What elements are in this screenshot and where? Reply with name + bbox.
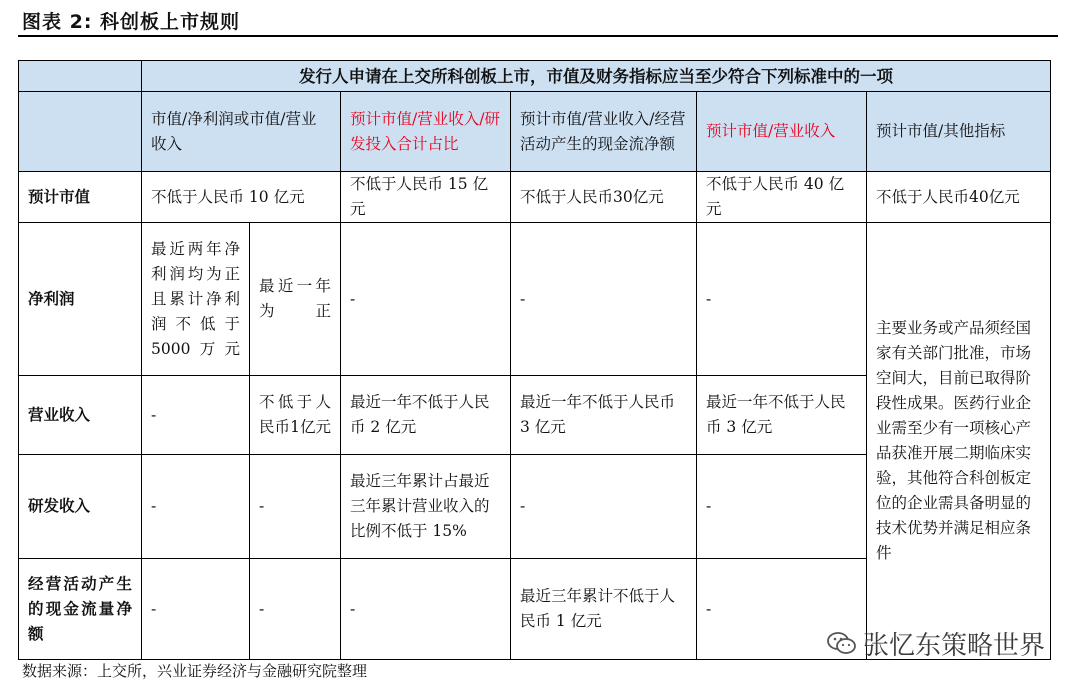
row-label-market-cap: 预计市值 xyxy=(19,172,142,223)
cell-revenue-1a: - xyxy=(142,376,250,455)
cell-rd-1b: - xyxy=(250,455,341,559)
super-header: 发行人申请在上交所科创板上市，市值及财务指标应当至少符合下列标准中的一项 xyxy=(142,61,1051,92)
cell-market-cap-3: 不低于人民币30亿元 xyxy=(511,172,697,223)
col-header-3: 预计市值/营业收入/经营活动产生的现金流净额 xyxy=(511,92,697,172)
cell-market-cap-2: 不低于人民币 15 亿元 xyxy=(341,172,511,223)
cell-other-indicator: 主要业务或产品须经国家有关部门批准，市场空间大，目前已取得阶段性成果。医药行业企业需至少有一项核心产品获准开展二期临床实验，其他符合科创板定位的企业需具备明显的技术优势并满足相应条件 xyxy=(867,223,1051,660)
cell-revenue-2: 最近一年不低于人民币 2 亿元 xyxy=(341,376,511,455)
cell-revenue-4: 最近一年不低于人民币 3 亿元 xyxy=(697,376,867,455)
corner-cell-2 xyxy=(19,92,142,172)
cell-net-profit-2: - xyxy=(341,223,511,376)
cell-market-cap-5: 不低于人民币40亿元 xyxy=(867,172,1051,223)
cell-rd-3: - xyxy=(511,455,697,559)
wechat-icon xyxy=(827,631,857,657)
corner-cell xyxy=(19,61,142,92)
cell-cashflow-3: 最近三年累计不低于人民币 1 亿元 xyxy=(511,559,697,660)
col-header-1: 市值/净利润或市值/营业收入 xyxy=(142,92,341,172)
watermark-text: 张忆东策略世界 xyxy=(863,631,1046,661)
cell-net-profit-4: - xyxy=(697,223,867,376)
wechat-watermark xyxy=(827,625,1045,662)
cell-cashflow-4: - xyxy=(697,559,867,660)
figure-title: 图表 2: 科创板上市规则 xyxy=(22,11,241,33)
col-header-2: 预计市值/营业收入/研发投入合计占比 xyxy=(341,92,511,172)
cell-revenue-1b: 不低于人民币1亿元 xyxy=(250,376,341,455)
cell-rd-2: 最近三年累计占最近三年累计营业收入的比例不低于 15% xyxy=(341,455,511,559)
col-header-4: 预计市值/营业收入 xyxy=(697,92,867,172)
row-label-rd: 研发收入 xyxy=(19,455,142,559)
cell-rd-1a: - xyxy=(142,455,250,559)
cell-market-cap-4: 不低于人民币 40 亿元 xyxy=(697,172,867,223)
cell-cashflow-1b: - xyxy=(250,559,341,660)
cell-revenue-3: 最近一年不低于人民币 3 亿元 xyxy=(511,376,697,455)
row-label-cashflow: 经营活动产生的现金流量净额 xyxy=(19,559,142,660)
title-rule xyxy=(18,35,1058,37)
data-source: 数据来源：上交所，兴业证券经济与金融研究院整理 xyxy=(22,662,368,680)
cell-rd-4: - xyxy=(697,455,867,559)
cell-net-profit-3: - xyxy=(511,223,697,376)
cell-market-cap-1: 不低于人民币 10 亿元 xyxy=(142,172,341,223)
listing-rules-table xyxy=(18,60,1051,660)
row-label-revenue: 营业收入 xyxy=(19,376,142,455)
cell-cashflow-1a: - xyxy=(142,559,250,660)
col-header-5: 预计市值/其他指标 xyxy=(867,92,1051,172)
row-label-net-profit: 净利润 xyxy=(19,223,142,376)
cell-cashflow-2: - xyxy=(341,559,511,660)
cell-net-profit-1a: 最近两年净利润均为正且累计净利润不低于5000万元 xyxy=(142,223,250,376)
cell-net-profit-1b: 最近一年为正 xyxy=(250,223,341,376)
